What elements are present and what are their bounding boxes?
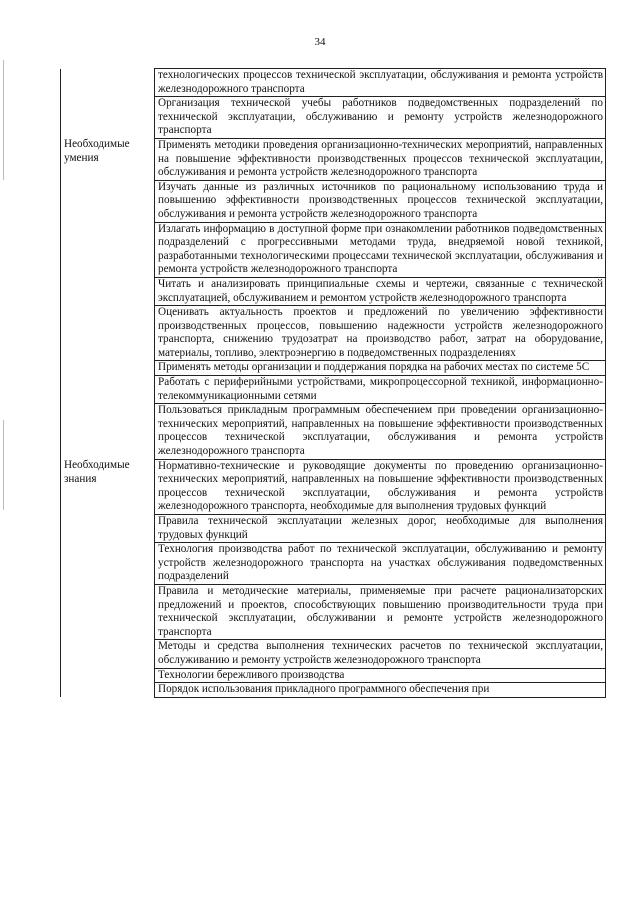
table-cell: Изучать данные из различных источников по рациональному использованию труда и повышению эффективности производственных процессов технической эксплуатации, обслуживания и ремонта устройств железнодорожного транспорта	[155, 180, 606, 222]
requirements-table	[60, 68, 606, 698]
section-label-cell	[61, 69, 155, 139]
table-row	[61, 138, 606, 180]
table-cell: Излагать информацию в доступной форме при ознакомлении работников подведомственных подразделений с прогрессивными методами труда, внедряемой новой техникой, разработанными технологическими процессами технической эксплуатации, обслуживания и ремонта устройств железнодорожного транспорта	[155, 222, 606, 277]
table-cell: Технология производства работ по технической эксплуатации, обслуживанию и ремонту устройств железнодорожного транспорта на участках обслуживания подведомственных подразделений	[155, 543, 606, 585]
table-cell: Правила и методические материалы, применяемые при расчете рационализаторских предложений и проектов, способствующих повышению производительности труда при технической эксплуатации, обслуживании и ремонте устройств железнодорожного транспорта	[155, 584, 606, 639]
table-cell: Нормативно-технические и руководящие документы по проведению организационно-технических мероприятий, направленных на повышение эффективности производственных процессов технической эксплуатации, обслуживания и ремонта устройств железнодорожного транспорта, необходимые для выполнения трудовых функций	[155, 459, 606, 514]
table-cell: Правила технической эксплуатации железных дорог, необходимые для выполнения трудовых функций	[155, 515, 606, 543]
table-cell: Технологии бережливого производства	[155, 668, 606, 683]
section-label-skills: Необходимые умения	[64, 138, 130, 165]
table-cell: Пользоваться прикладным программным обеспечением при проведении организационно-технических мероприятий, направленных на повышение эффективности производственных процессов технической эксплуатации, обслуживания и ремонта устройств железнодорожного транспорта	[155, 404, 606, 459]
table-row	[61, 69, 606, 97]
table-cell: Читать и анализировать принципиальные схемы и чертежи, связанные с технической эксплуатацией, обслуживанием и ремонтом устройств железнодорожного транспорта	[155, 277, 606, 305]
table-cell: Порядок использования прикладного программного обеспечения при	[155, 683, 606, 698]
table-cell: Применять методики проведения организационно-технических мероприятий, направленных на повышение эффективности производственных процессов технической эксплуатации, обслуживания и ремонта устройств железнодорожного транспорта	[155, 138, 606, 180]
section-label-knowledge: Необходимые знания	[64, 459, 130, 485]
table-cell: технологических процессов технической эксплуатации, обслуживания и ремонта устройств железнодорожного транспорта	[155, 69, 606, 97]
table-cell: Применять методы организации и поддержания порядка на рабочих местах по системе 5С	[155, 361, 606, 376]
table-cell: Оценивать актуальность проектов и предложений по увеличению эффективности производственных процессов, повышению надежности устройств железнодорожного транспорта, снижению трудозатрат на производство работ, затрат на оборудование, материалы, топливо, электроэнергию в подведомственных подразделениях	[155, 306, 606, 361]
scan-margin-mark	[3, 420, 4, 510]
section-label-cell	[61, 459, 155, 697]
section-label-cell	[61, 138, 155, 459]
table-cell: Работать с периферийными устройствами, микропроцессорной техникой, информационно-телекоммуникационными сетями	[155, 376, 606, 404]
scan-margin-mark	[3, 60, 4, 180]
page-number: 34	[314, 36, 326, 48]
table-row	[61, 459, 606, 514]
table-cell: Организация технической учебы работников подведомственных подразделений по технической эксплуатации, обслуживанию и ремонту устройств железнодорожного транспорта	[155, 97, 606, 139]
table-cell: Методы и средства выполнения технических расчетов по технической эксплуатации, обслуживанию и ремонту устройств железнодорожного транспорта	[155, 640, 606, 668]
